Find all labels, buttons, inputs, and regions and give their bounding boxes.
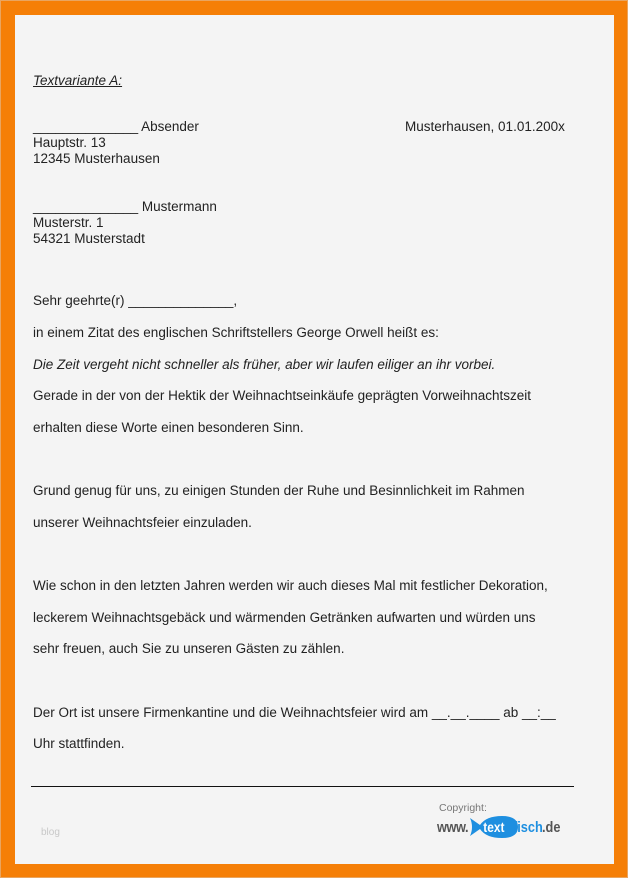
body-line: unserer Weihnachtsfeier einzuladen. — [33, 515, 252, 530]
quote-line: Die Zeit vergeht nicht schneller als früher, aber wir laufen eiliger an ihr vorbei. — [33, 357, 496, 372]
salutation: Sehr geehrte(r) ______________, — [33, 293, 238, 308]
heading: Textvariante A: — [33, 73, 123, 88]
body-line: erhalten diese Worte einen besonderen Sinn. — [33, 420, 304, 435]
letter-page — [15, 15, 614, 864]
place-date: Musterhausen, 01.01.200x — [405, 119, 565, 134]
logo-www: www. — [437, 818, 469, 836]
sender-city: 12345 Musterhausen — [33, 151, 160, 166]
body-line: leckerem Weihnachtsgebäck und wärmenden Getränken aufwarten und würden uns — [33, 610, 536, 625]
body-line: Grund genug für uns, zu einigen Stunden der Ruhe und Besinnlichkeit im Rahmen — [33, 483, 525, 498]
recipient-street: Musterstr. 1 — [33, 215, 104, 230]
sender-street: Hauptstr. 13 — [33, 135, 106, 150]
logo-tld: .de — [541, 818, 560, 836]
logo-fish-text: text — [482, 819, 505, 835]
footer-divider — [31, 786, 574, 787]
textfisch-logo[interactable] — [437, 816, 563, 838]
body-line: Der Ort ist unsere Firmenkantine und die Weihnachtsfeier wird am __.__.____ ab __:__ — [33, 705, 556, 720]
recipient-label: ______________ Mustermann — [33, 199, 217, 214]
orange-frame — [1, 1, 627, 877]
body-line: Gerade in der von der Hektik der Weihnachtseinkäufe geprägten Vorweihnachtszeit — [33, 388, 532, 403]
sender-label: ______________ Absender — [33, 119, 199, 134]
body-line: Uhr stattfinden. — [33, 736, 125, 751]
watermark: blog — [41, 827, 60, 838]
logo-fisch: fisch — [512, 818, 543, 836]
body-line: in einem Zitat des englischen Schriftstellers George Orwell heißt es: — [33, 325, 439, 340]
fish-icon — [470, 816, 511, 838]
body-line: Wie schon in den letzten Jahren werden wir auch dieses Mal mit festlicher Dekoration, — [33, 578, 548, 593]
recipient-city: 54321 Musterstadt — [33, 231, 145, 246]
copyright-label: Copyright: — [439, 802, 487, 814]
body-line: sehr freuen, auch Sie zu unseren Gästen zu zählen. — [33, 641, 345, 656]
